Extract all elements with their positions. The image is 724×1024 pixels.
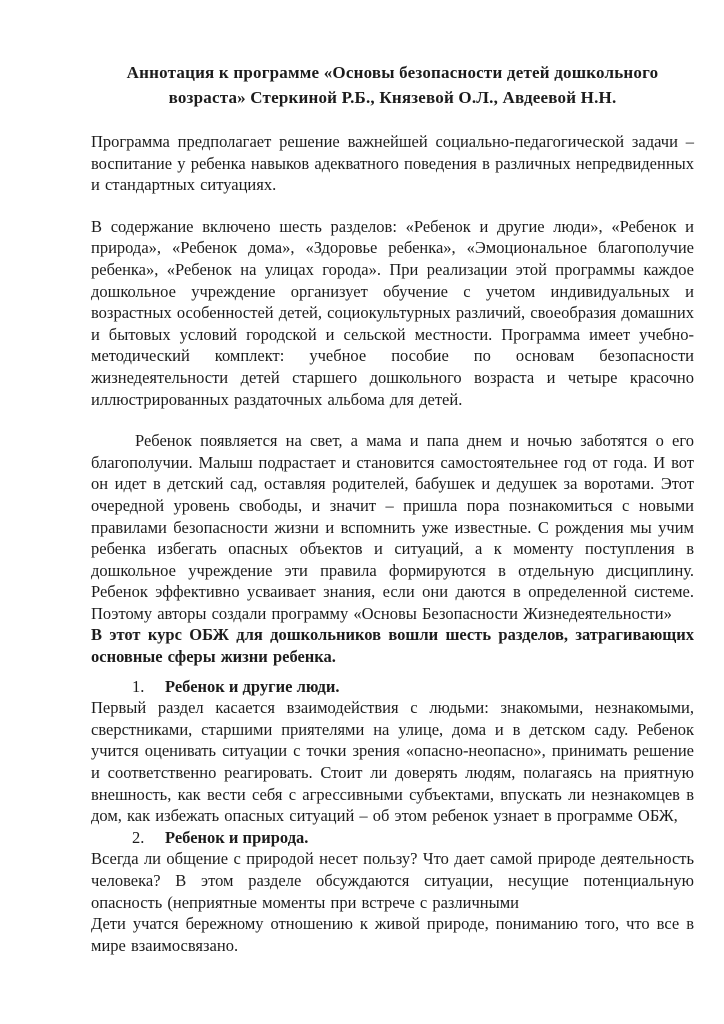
section-2-heading [91, 827, 694, 849]
intro-paragraph: Программа предполагает решение важнейшей социально-педагогической задачи – воспитание у ребенка навыков адекватного поведения в различных непредвиденных и стандартных ситуациях. [91, 132, 694, 195]
section-2-title: Ребенок и природа. [165, 827, 309, 847]
section-2-body-continued: Дети учатся бережному отношению к живой природе, пониманию того, что все в мире взаимосвязано. [91, 914, 694, 955]
document-title: Аннотация к программе «Основы безопасности детей дошкольного возраста» Стеркиной Р.Б., Князевой О.Л., Авдеевой Н.Н. [126, 63, 659, 107]
course-statement-paragraph: В этот курс ОБЖ для дошкольников вошли шесть разделов, затрагивающих основные сферы жизни ребенка. [91, 625, 694, 667]
section-1-body: Первый раздел касается взаимодействия с людьми: знакомыми, незнакомыми, сверстниками, старшими приятелями на улице, дома и в детском саду. Ребенок учится оценивать ситуации с точки зрения «опасно-неопасно», принимать решение и соответственно реагировать. Стоит ли доверять людям, полагаясь на приятную внешность, как вести себя с агрессивными субъектами, впускать ли незнакомцев в дом, как избежать опасных ситуаций – об этом ребенок узнает в программе ОБЖ, [91, 698, 694, 826]
section-1-number: 1. [132, 676, 145, 696]
content-overview-paragraph: В содержание включено шесть разделов: «Ребенок и другие люди», «Ребенок и природа», «Ребенок дома», «Здоровье ребенка», «Эмоциональное благополучие ребенка», «Ребенок на улицах города». При реализации этой программы каждое дошкольное учреждение организует обучение с учетом индивидуальных и возрастных особенностей детей, социокультурных различий, своеобразия домашних и бытовых условий городской и сельской местности. Программа имеет учебно-методический комплект: учебное пособие по основам безопасности жизнедеятельности детей старшего дошкольного возраста и четыре красочно иллюстрированных раздаточных альбома для детей. [91, 216, 694, 409]
narrative-paragraph: Ребенок появляется на свет, а мама и папа днем и ночью заботятся о его благополучии. Малыш подрастает и становится самостоятельнее год от года. И вот он идет в детский сад, оставляя родителей, бабушек и дедушек за воротами. Этот очередной уровень свободы, и значит – пришла пора познакомиться с новыми правилами безопасности жизни и вспомнить уже известные. С рождения мы учим ребенка избегать опасных объектов и ситуаций, а к моменту поступления в дошкольное учреждение эти правила формируются в отдельную дисциплину. Ребенок эффективно усваивает знания, если они даются в определенной системе. Поэтому авторы создали программу «Основы Безопасности Жизнедеятельности» [91, 431, 694, 623]
section-1-heading [91, 676, 694, 698]
section-2-body: Всегда ли общение с природой несет пользу? Что дает самой природе деятельность человека? В этом разделе обсуждаются ситуации, несущие потенциальную опасность (неприятные моменты при встрече с различными [91, 849, 694, 912]
section-1-title: Ребенок и другие люди. [165, 676, 340, 696]
section-2-number: 2. [132, 827, 145, 847]
